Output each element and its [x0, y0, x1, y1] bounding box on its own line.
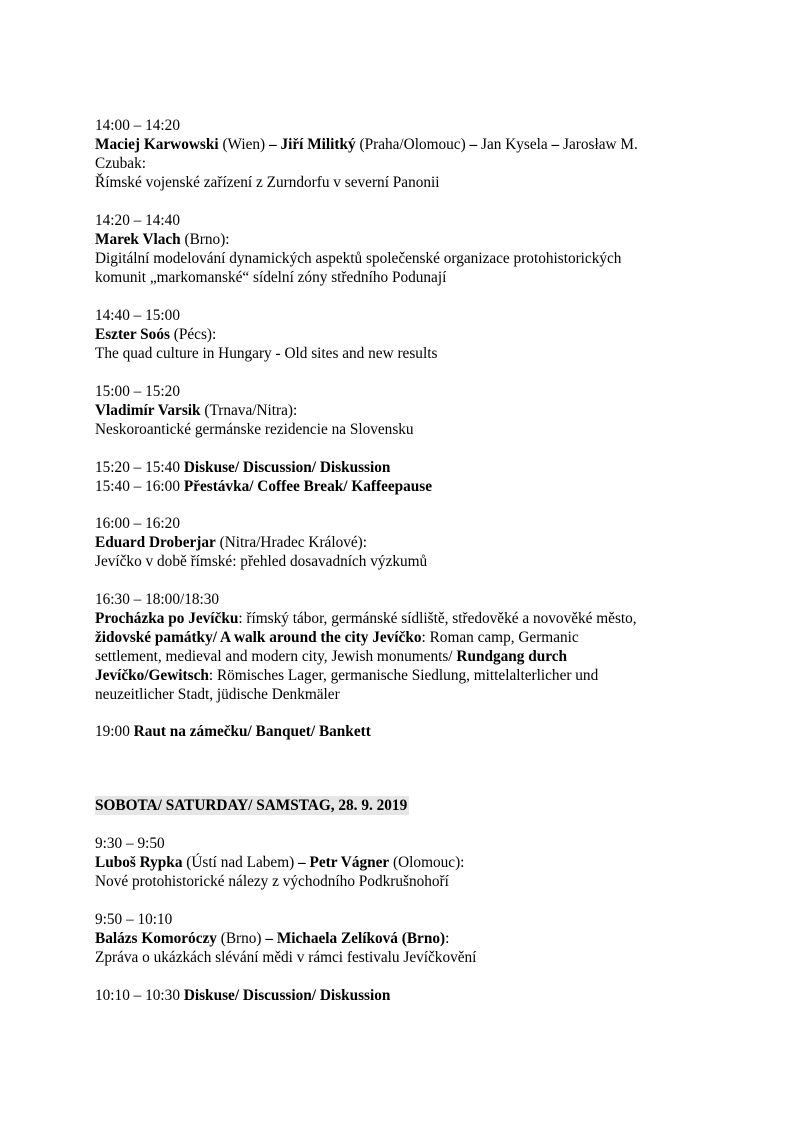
walk-line — [95, 647, 715, 666]
session-soos — [95, 306, 715, 363]
walk-text: settlement, medieval and modern city, Jewish monuments/ — [95, 648, 457, 665]
walk-line — [95, 666, 715, 685]
break-time: 15:20 – 15:40 — [95, 459, 180, 476]
talk-title: Zpráva o ukázkách slévání mědi v rámci festivalu Jevíčkovění — [95, 949, 477, 966]
break-label: Přestávka/ Coffee Break/ Kaffeepause — [183, 478, 433, 495]
session-droberjar — [95, 514, 715, 571]
walk-text: neuzeitlicher Stadt, jüdische Denkmäler — [95, 686, 340, 703]
day-heading-row — [95, 796, 715, 815]
break-time: 15:40 – 16:00 — [95, 478, 180, 495]
talk-title-cont: komunit „markomanské“ sídelní zóny středního Podunají — [95, 269, 447, 286]
speaker-name: Jarosław M. — [559, 136, 638, 153]
speaker-name: Eduard Droberjar — [95, 534, 216, 551]
affiliation: (Trnava/Nitra): — [200, 402, 298, 419]
walk-text: : Römisches Lager, germanische Siedlung, mittelalterlicher und — [208, 667, 599, 684]
speaker-name: Balázs Komoróczy — [95, 930, 217, 947]
banquet-row — [95, 722, 715, 741]
speaker-name: – Jiří Militký — [268, 136, 356, 153]
affiliation: (Brno) — [216, 930, 266, 947]
speakers-line-cont — [95, 154, 715, 173]
session-time: 15:00 – 15:20 — [95, 383, 180, 400]
walk-line — [95, 609, 715, 628]
speakers-line — [95, 325, 715, 344]
affiliation: (Olomouc): — [389, 854, 465, 871]
day-heading-block — [95, 796, 715, 815]
walk-title-en: židovské památky/ A walk around the city Jevíčko — [95, 629, 422, 646]
walk-text: : římský tábor, germánské sídliště, středověké a novověké město, — [238, 610, 637, 627]
banquet-label: Raut na zámečku/ Banquet/ Bankett — [133, 723, 371, 740]
walk-text: : Roman camp, Germanic — [421, 629, 579, 646]
discussion-break — [95, 458, 715, 477]
session-time: 14:20 – 14:40 — [95, 212, 180, 229]
speaker-name: Vladimír Varsik — [95, 402, 201, 419]
dash: – — [551, 136, 560, 153]
speakers-line — [95, 533, 715, 552]
break-label: Diskuse/ Discussion/ Diskussion — [183, 459, 391, 476]
talk-title: The quad culture in Hungary - Old sites and new results — [95, 345, 438, 362]
walk-title-de-cont: Jevíčko/Gewitsch — [95, 667, 209, 684]
affiliation: (Wien) — [218, 136, 269, 153]
affiliation: : — [445, 930, 450, 947]
speaker-name: Jan Kysela — [477, 136, 552, 153]
saturday-discussion — [95, 986, 715, 1005]
saturday-discussion-row — [95, 986, 715, 1005]
session-time: 9:30 – 9:50 — [95, 835, 165, 852]
dash: – — [469, 136, 478, 153]
speakers-line — [95, 135, 715, 154]
affiliation: (Nitra/Hradec Králové): — [215, 534, 368, 551]
speaker-name: Czubak: — [95, 155, 146, 172]
session-karwowski — [95, 116, 715, 192]
talk-title: Nové protohistorické nálezy z východního Podkrušnohoří — [95, 873, 449, 890]
banquet-time: 19:00 — [95, 723, 130, 740]
speaker-name: Maciej Karwowski — [95, 136, 219, 153]
affiliation: (Ústí nad Labem) — [182, 854, 299, 871]
day-heading: SOBOTA/ SATURDAY/ SAMSTAG, 28. 9. 2019 — [95, 797, 408, 814]
banquet-line — [95, 722, 715, 741]
walk-time: 16:30 – 18:00/18:30 — [95, 591, 220, 608]
session-time: 14:40 – 15:00 — [95, 307, 180, 324]
speakers-line — [95, 853, 715, 872]
talk-title: Neskoroantické germánske rezidencie na Slovensku — [95, 421, 414, 438]
walk-title-de: Rundgang durch — [456, 648, 568, 665]
speaker-name: Marek Vlach — [95, 231, 181, 248]
session-time: 16:00 – 16:20 — [95, 515, 180, 532]
speaker-name: Eszter Soós — [95, 326, 170, 343]
session-time: 9:50 – 10:10 — [95, 911, 173, 928]
session-varsik — [95, 382, 715, 439]
session-time: 14:00 – 14:20 — [95, 117, 180, 134]
session-komoroczy — [95, 910, 715, 967]
break-time: 10:10 – 10:30 — [95, 987, 180, 1004]
speaker-name: Luboš Rypka — [95, 854, 183, 871]
affiliation: (Pécs): — [169, 326, 217, 343]
walk-title-cs: Procházka po Jevíčku — [95, 610, 239, 627]
breaks-block — [95, 458, 715, 496]
affiliation: (Brno): — [180, 231, 230, 248]
session-vlach — [95, 211, 715, 287]
talk-title: Římské vojenské zařízení z Zurndorfu v severní Panonii — [95, 174, 440, 191]
speaker-name: – Petr Vágner — [298, 854, 390, 871]
walk-line — [95, 628, 715, 647]
talk-title: Digitální modelování dynamických aspektů společenské organizace protohistorických — [95, 250, 622, 267]
speaker-name: – Michaela Zelíková (Brno) — [265, 930, 446, 947]
speakers-line — [95, 401, 715, 420]
walk-line — [95, 685, 715, 704]
break-label: Diskuse/ Discussion/ Diskussion — [183, 987, 391, 1004]
affiliation: (Praha/Olomouc) — [355, 136, 470, 153]
speakers-line — [95, 230, 715, 249]
walk-block — [95, 590, 715, 704]
session-rypka — [95, 834, 715, 891]
talk-title: Jevíčko v době římské: přehled dosavadních výzkumů — [95, 553, 428, 570]
speakers-line — [95, 929, 715, 948]
coffee-break — [95, 477, 715, 496]
